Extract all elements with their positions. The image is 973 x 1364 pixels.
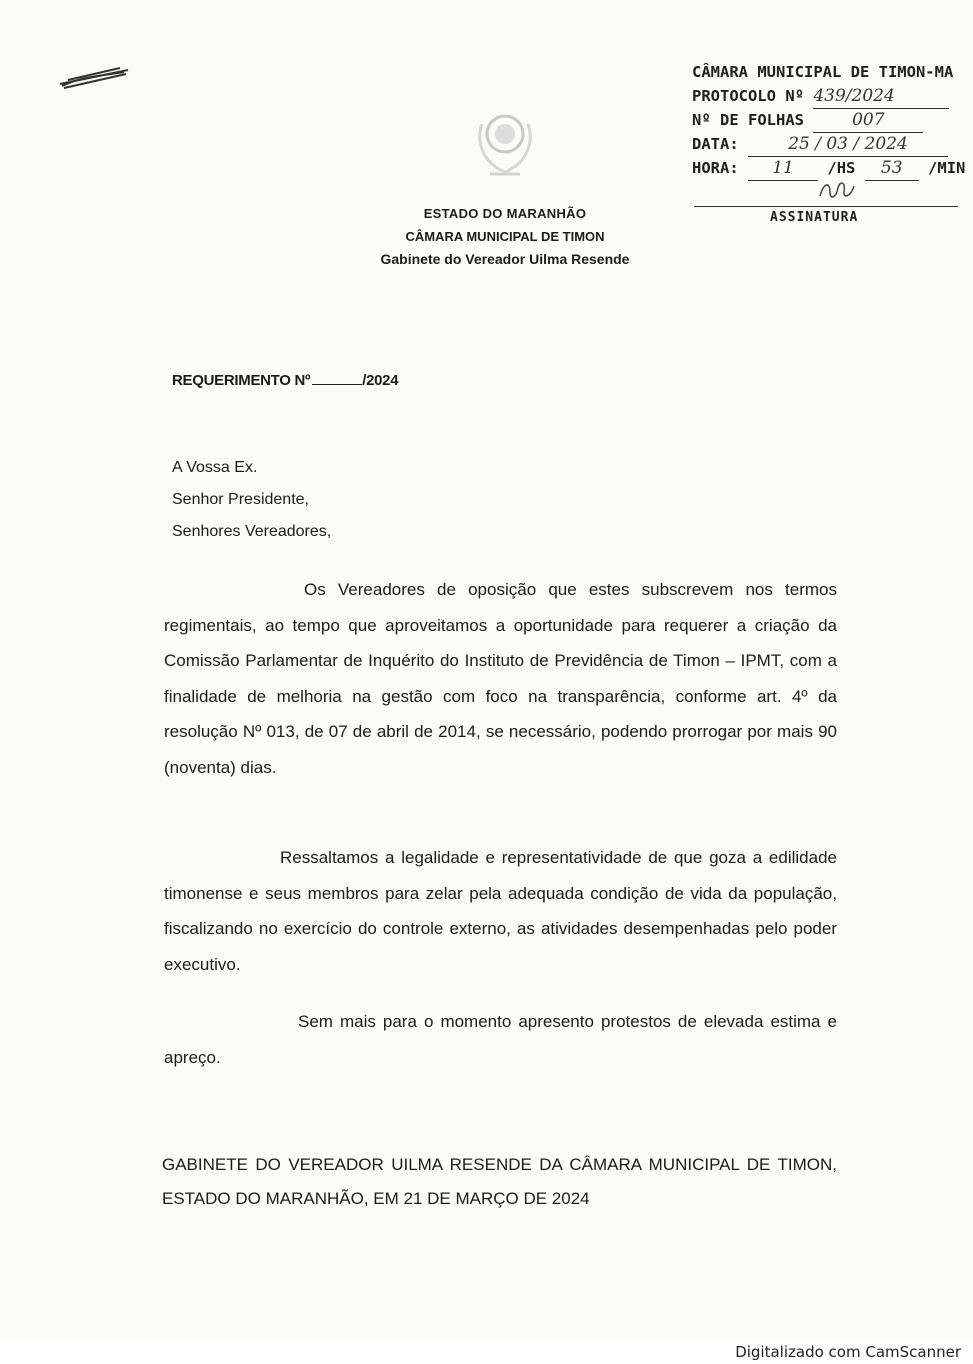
salutation-line-3: Senhores Vereadores, [172, 523, 332, 540]
protocol-stamp [692, 60, 966, 225]
letterhead-state: ESTADO DO MARANHÃO [423, 206, 587, 221]
stamp-pages-value: 007 [813, 108, 923, 133]
requerimento-number-blank [312, 384, 362, 385]
stamp-pages-label: Nº DE FOLHAS [692, 111, 804, 129]
letterhead-office: Gabinete do Vereador Uilma Resende [380, 251, 630, 267]
stamp-date-row [692, 132, 960, 156]
paragraph-2 [164, 840, 837, 982]
paragraph-3 [164, 1004, 837, 1075]
requerimento-suffix: /2024 [362, 372, 399, 389]
salutation [172, 452, 331, 548]
requerimento-title [172, 372, 398, 389]
stamp-time-row [692, 156, 966, 180]
paragraph-2-text: Ressaltamos a legalidade e representatividade de que goza a edilidade timonense e seus membros para zelar pela adequada condição de vida da população, fiscalizando no exercício do controle externo, as atividades desempenhadas pelo poder executivo. [164, 848, 837, 974]
paragraph-1 [164, 572, 837, 785]
stamp-pages-row [692, 108, 960, 132]
scanner-watermark: Digitalizado com CamScanner [735, 1343, 961, 1361]
stamp-minute-value: 53 [865, 156, 919, 181]
stamp-hour-value: 11 [748, 156, 818, 181]
stamp-signature-label: ASSINATURA [770, 210, 859, 225]
requerimento-prefix: REQUERIMENTO Nº [172, 372, 311, 389]
stamp-protocol-value: 439/2024 [813, 84, 949, 109]
salutation-line-2: Senhor Presidente, [172, 491, 309, 508]
letterhead-chamber: CÂMARA MUNICIPAL DE TIMON [405, 229, 605, 244]
paragraph-3-text: Sem mais para o momento apresento protestos de elevada estima e apreço. [164, 1012, 837, 1067]
salutation-line-1: A Vossa Ex. [172, 459, 258, 476]
handwritten-scribble [58, 62, 130, 92]
stamp-min-label: /MIN [928, 159, 966, 177]
stamp-title: CÂMARA MUNICIPAL DE TIMON-MA [692, 63, 954, 81]
stamp-protocol-row [692, 84, 960, 108]
stamp-date-value: 25 / 03 / 2024 [748, 132, 948, 157]
stamp-hs-label: /HS [827, 159, 856, 177]
paragraph-1-text: Os Vereadores de oposição que estes subscrevem nos termos regimentais, ao tempo que aproveitamos a oportunidade para requerer a criação da Comissão Parlamentar de Inquérito do Instituto de Previdência de Timon – IPMT, com a finalidade de melhoria na gestão com foco na transparência, conforme art. 4º da resolução Nº 013, de 07 de abril de 2014, se necessário, podendo prorrogar por mais 90 (noventa) dias. [164, 580, 837, 777]
stamp-signature-line [694, 206, 958, 207]
stamp-signature [816, 178, 860, 204]
stamp-protocol-label: PROTOCOLO Nº [692, 87, 804, 105]
stamp-date-label: DATA: [692, 135, 739, 153]
letterhead [340, 202, 670, 271]
municipal-emblem-watermark [470, 104, 540, 184]
closing-statement: GABINETE DO VEREADOR UILMA RESENDE DA CÂMARA MUNICIPAL DE TIMON, ESTADO DO MARANHÃO, EM 21 DE MARÇO DE 2024 [162, 1155, 837, 1208]
stamp-time-label: HORA: [692, 159, 739, 177]
